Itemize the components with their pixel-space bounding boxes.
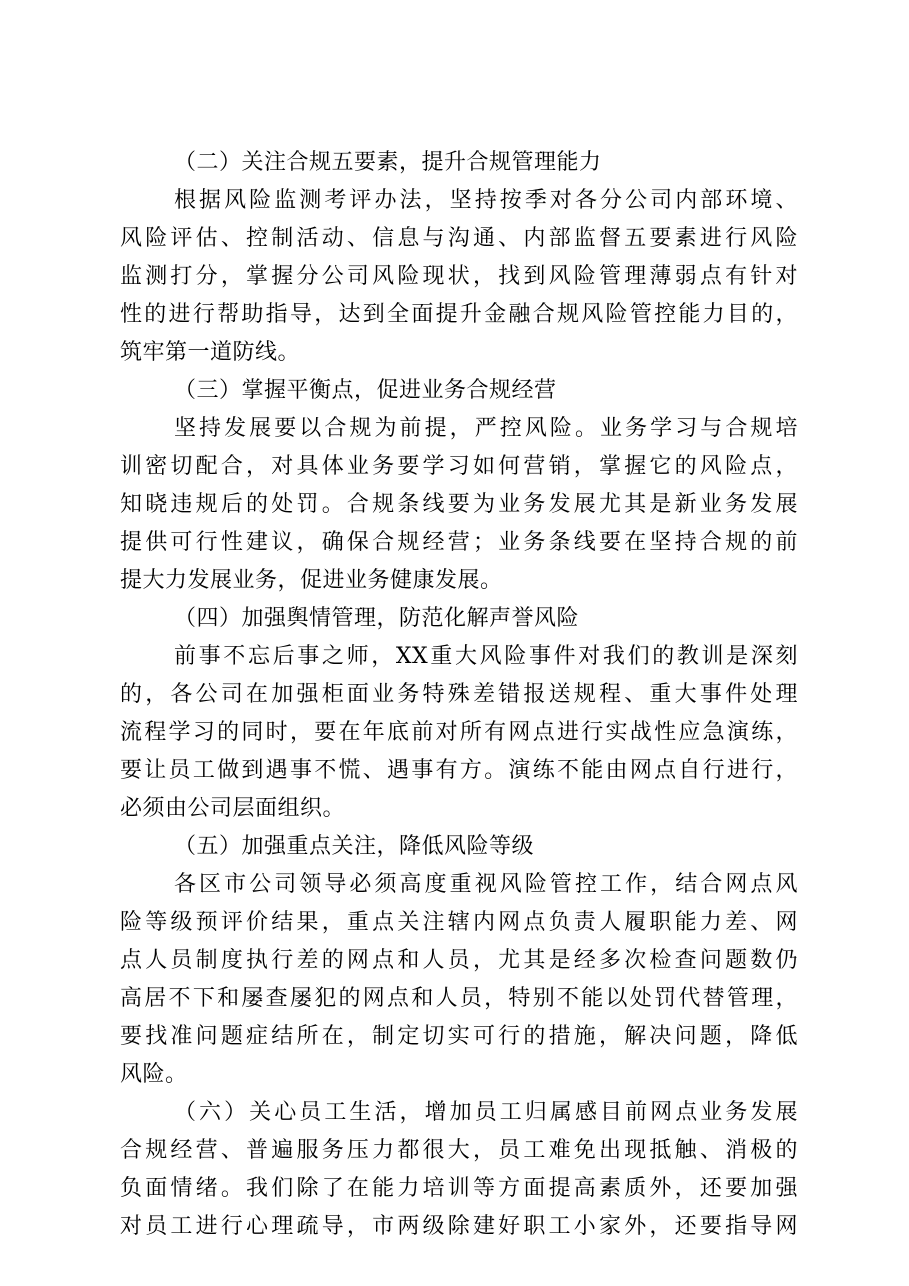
text-line: 筑牢第一道防线。 <box>120 340 301 365</box>
text-line: 知晓违规后的处罚。合规条线要为业务发展尤其是新业务发展 <box>120 492 798 517</box>
paragraph-6 <box>120 1098 798 1242</box>
text-line: 性的进行帮助指导，达到全面提升金融合规风险管控能力目的， <box>120 302 798 327</box>
text-line: 要找准问题症结所在，制定切实可行的措施，解决问题，降低 <box>120 1024 798 1049</box>
paragraph-3 <box>120 414 798 596</box>
text-line: 训密切配合，对具体业务要学习如何营销，掌握它的风险点， <box>120 454 798 479</box>
text-line: 的，各公司在加强柜面业务特殊差错报送规程、重大事件处理 <box>120 682 798 707</box>
text-line: 提供可行性建议，确保合规经营；业务条线要在坚持合规的前 <box>120 530 798 555</box>
section-heading-4: （四）加强舆情管理，防范化解声誉风险 <box>174 606 580 631</box>
text-line: 合规经营、普遍服务压力都很大，员工难免出现抵触、消极的 <box>120 1138 798 1163</box>
section-heading-2: （二）关注合规五要素，提升合规管理能力 <box>174 150 602 175</box>
text-line: 对员工进行心理疏导，市两级除建好职工小家外，还要指导网 <box>120 1214 798 1239</box>
text-line: 点人员制度执行差的网点和人员，尤其是经多次检查问题数仍 <box>120 948 798 973</box>
text-line: 要让员工做到遇事不慌、遇事有方。演练不能由网点自行进行， <box>120 758 798 783</box>
text-line: 高居不下和屡查屡犯的网点和人员，特别不能以处罚代替管理， <box>120 986 798 1011</box>
text-line: 提大力发展业务，促进业务健康发展。 <box>120 568 503 593</box>
paragraph-5 <box>120 870 798 1090</box>
text-line: 根据风险监测考评办法，坚持按季对各分公司内部环境、 <box>174 188 798 213</box>
text-line: 流程学习的同时，要在年底前对所有网点进行实战性应急演练， <box>120 720 798 745</box>
text-line: （六）关心员工生活，增加员工归属感目前网点业务发展 <box>174 1100 798 1125</box>
paragraph-4 <box>120 642 798 824</box>
section-heading-5: （五）加强重点关注，降低风险等级 <box>174 834 535 859</box>
text-line: 风险。 <box>120 1062 188 1087</box>
text-line: 负面情绪。我们除了在能力培训等方面提高素质外，还要加强 <box>120 1176 798 1201</box>
document-body <box>120 148 798 1250</box>
text-line: 必须由公司层面组织。 <box>120 796 346 821</box>
text-line: 监测打分，掌握分公司风险现状，找到风险管理薄弱点有针对 <box>120 264 798 289</box>
paragraph-2 <box>120 186 798 368</box>
section-heading-3: （三）掌握平衡点，促进业务合规经营 <box>174 378 557 403</box>
text-line: 风险评估、控制活动、信息与沟通、内部监督五要素进行风险 <box>120 226 798 251</box>
text-line: 各区市公司领导必须高度重视风险管控工作，结合网点风 <box>174 872 798 897</box>
text-line: 前事不忘后事之师，XX重大风险事件对我们的教训是深刻 <box>174 644 798 669</box>
text-line: 险等级预评价结果，重点关注辖内网点负责人履职能力差、网 <box>120 910 798 935</box>
text-line: 坚持发展要以合规为前提，严控风险。业务学习与合规培 <box>174 416 798 441</box>
